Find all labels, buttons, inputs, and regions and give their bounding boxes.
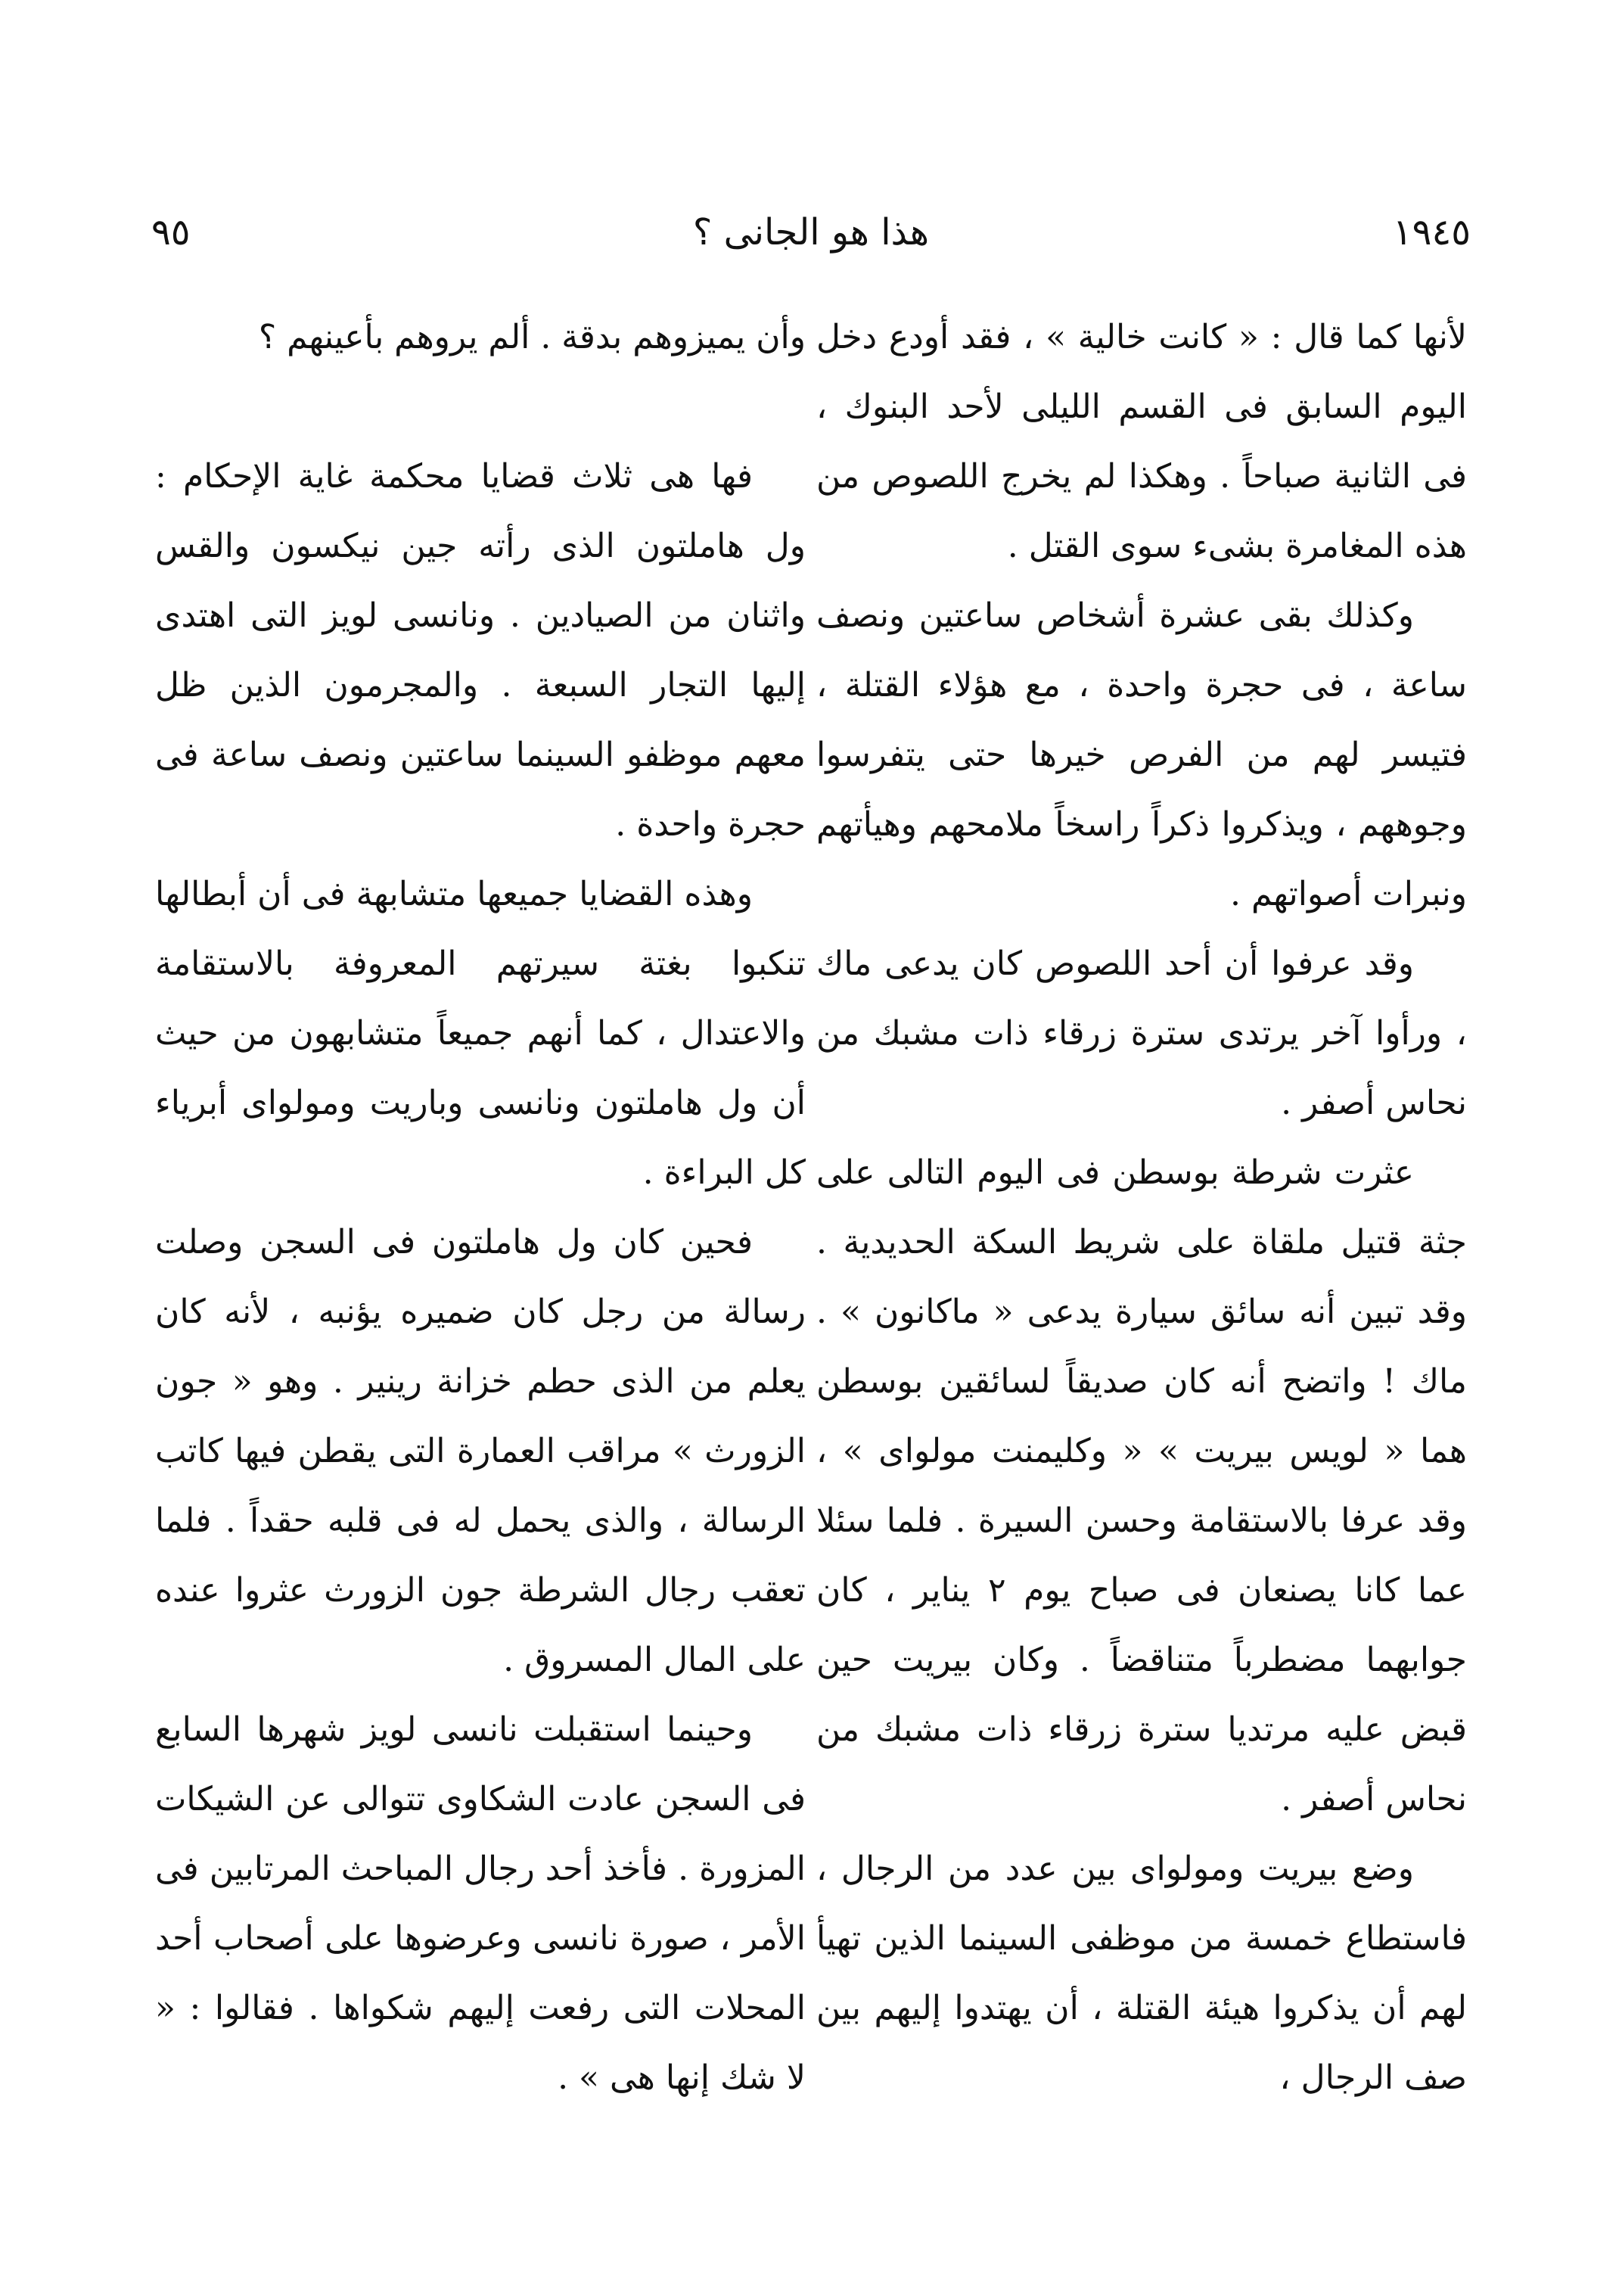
paragraph: وحينما استقبلت نانسى لويز شهرها السابع فى السجن عادت الشكاوى تتوالى عن الشيكات المزورة . فأخذ أحد رجال المباحث المرتابين فى الأمر ، صورة نانسى وعرضوها على أصحاب أحد المحلات التى رفعت إليهم شكواها . فقالوا : « لا شك إنها هى » . — [155, 1710, 806, 2097]
header-year: ١٩٤٥ — [1392, 211, 1471, 254]
page-header — [151, 198, 1471, 266]
paragraph: عثرت شرطة بوسطن فى اليوم التالى على جثة قتيل ملقاة على شريط السكة الحديدية . وقد تبين أنه سائق سيارة يدعى « ماكانون » . ماك ! واتضح أنه كان صديقاً لسائقين بوسطن هما « لويس بيريت » « وكليمنت مولواى » ، وقد عرفا بالاستقامة وحسن السيرة . فلما سئلا عما كانا يصنعان فى صباح يوم ٢ يناير ، كان جوابهما مضطرباً متناقضاً . وكان بيريت حين قبض عليه مرتديا سترة زرقاء ذات مشبك من نحاس أصفر . — [816, 1153, 1467, 1818]
left-column — [155, 303, 806, 2113]
paragraph: فحين كان ول هاملتون فى السجن وصلت رسالة من رجل كان ضميره يؤنبه ، لأنه كان يعلم من الذى حطم خزانة رينير . وهو « جون الزورث » مراقب العمارة التى يقطن فيها كاتب الرسالة ، والذى يحمل له فى قلبه حقداً . فلما تعقب رجال الشرطة جون الزورث عثروا عنده على المال المسروق . — [155, 1223, 806, 1679]
paragraph: وقد عرفوا أن أحد اللصوص كان يدعى ماك ، ورأوا آخر يرتدى سترة زرقاء ذات مشبك من نحاس أصفر . — [816, 944, 1467, 1122]
paragraph: وهذه القضايا جميعها متشابهة فى أن أبطالها تنكبوا بغتة سيرتهم المعروفة بالاستقامة والاعتدال ، كما أنهم جميعاً متشابهون من حيث أن ول هاملتون ونانسى وباريت ومولواى أبرياء كل البراءة . — [155, 875, 806, 1192]
right-column — [816, 303, 1467, 2113]
paragraph: لأنها كما قال : « كانت خالية » ، فقد أودع دخل اليوم السابق فى القسم الليلى لأحد البنوك ، فى الثانية صباحاً . وهكذا لم يخرج اللصوص من هذه المغامرة بشىء سوى القتل . — [816, 318, 1467, 565]
page-number: ٩٥ — [151, 211, 191, 254]
running-title: هذا هو الجانى ؟ — [692, 211, 930, 254]
paragraph: وضع بيريت ومولواى بين عدد من الرجال ، فاستطاع خمسة من موظفى السينما الذين تهيأ لهم أن يذكروا هيئة القتلة ، أن يهتدوا إليهم بين صف الرجال ، — [816, 1850, 1467, 2097]
paragraph-continuation: وأن يميزوهم بدقة . ألم يروهم بأعينهم ؟ — [258, 318, 806, 356]
paragraph: وكذلك بقى عشرة أشخاص ساعتين ونصف ساعة ، فى حجرة واحدة ، مع هؤلاء القتلة ، فتيسر لهم من الفرص خيرها حتى يتفرسوا وجوههم ، ويذكروا ذكراً راسخاً ملامحهم وهيأتهم ونبرات أصواتهم . — [816, 596, 1467, 913]
paragraph: فها هى ثلاث قضايا محكمة غاية الإحكام : ول هاملتون الذى رأته جين نيكسون والقس واثنان من الصيادين . ونانسى لويز التى اهتدى إليها التجار السبعة . والمجرمون الذين ظل معهم موظفو السينما ساعتين ونصف ساعة فى حجرة واحدة . — [155, 457, 806, 844]
